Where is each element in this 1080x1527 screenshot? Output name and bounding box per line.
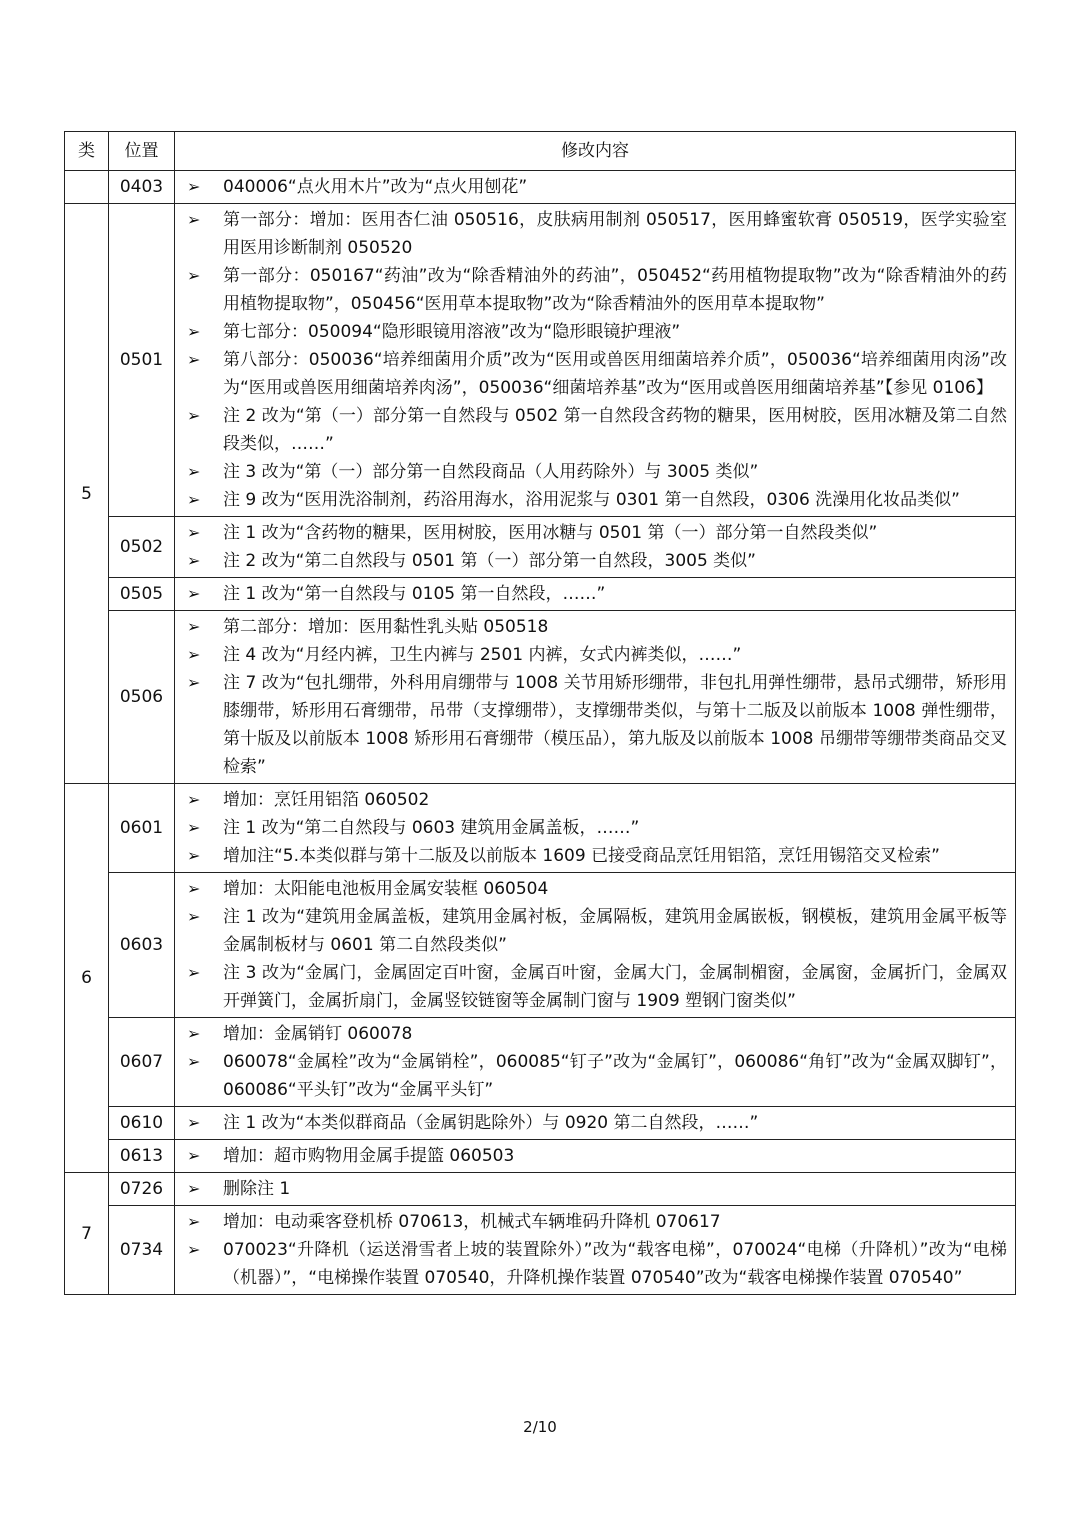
table-row [65,578,1016,611]
revision-table [64,131,1016,1295]
change-item: ➢ 删除注 1 [187,1175,1007,1203]
change-item: ➢ 注 1 改为“第一自然段与 0105 第一自然段，……” [187,580,1007,608]
change-item: ➢ 040006“点火用木片”改为“点火用刨花” [187,173,1007,201]
content-cell [175,784,1016,873]
change-item: ➢ 第一部分：增加：医用杏仁油 050516，皮肤病用制剂 050517，医用蜂蜜软膏 050519，医学实验室用医用诊断制剂 050520 [187,206,1007,262]
header-content: 修改内容 [175,132,1016,171]
content-cell [175,204,1016,517]
header-class: 类 [65,132,109,171]
change-item: ➢ 第一部分：050167“药油”改为“除香精油外的药油”，050452“药用植物提取物”改为“除香精油外的药用植物提取物”，050456“医用草本提取物”改为“除香精油外的医用草本提取物” [187,262,1007,318]
change-list [187,875,1007,1015]
change-item: ➢ 增加注“5.本类似群与第十二版及以前版本 1609 已接受商品烹饪用铝箔，烹饪用锡箔交叉检索” [187,842,1007,870]
table-row [65,1173,1016,1206]
change-item: ➢ 注 3 改为“金属门，金属固定百叶窗，金属百叶窗，金属大门，金属制楣窗，金属窗，金属折门，金属双开弹簧门，金属折扇门，金属竖铰链窗等金属制门窗与 1909 塑钢门窗类似” [187,959,1007,1015]
change-item: ➢ 第八部分：050036“培养细菌用介质”改为“医用或兽医用细菌培养介质”，050036“培养细菌用肉汤”改为“医用或兽医用细菌培养肉汤”，050036“细菌培养基”改为“医用或兽医用细菌培养基”【参见 0106】 [187,346,1007,402]
change-item: ➢ 060078“金属栓”改为“金属销栓”，060085“钉子”改为“金属钉”，060086“角钉”改为“金属双脚钉”，060086“平头钉”改为“金属平头钉” [187,1048,1007,1104]
change-list [187,580,1007,608]
content-cell [175,873,1016,1018]
content-cell [175,1140,1016,1173]
change-item: ➢ 注 9 改为“医用洗浴制剂，药浴用海水，浴用泥浆与 0301 第一自然段，0306 洗澡用化妆品类似” [187,486,1007,514]
table-row [65,1140,1016,1173]
change-item: ➢ 注 7 改为“包扎绷带，外科用肩绷带与 1008 关节用矫形绷带，非包扎用弹性绷带，悬吊式绷带，矫形用膝绷带，矫形用石膏绷带，吊带（支撑绷带），支撑绷带类似，与第十二版及以前版本 1008 弹性绷带，第十版及以前版本 1008 矫形用石膏绷带（模压品），第九版及以前版本 1008 吊绷带等绷带类商品交叉检索” [187,669,1007,781]
change-item: ➢ 增加：电动乘客登机桥 070613，机械式车辆堆码升降机 070617 [187,1208,1007,1236]
change-item: ➢ 注 1 改为“第二自然段与 0603 建筑用金属盖板，……” [187,814,1007,842]
position-cell: 0734 [109,1206,175,1295]
class-cell: 5 [65,204,109,784]
position-cell: 0403 [109,171,175,204]
class-cell [65,171,109,204]
position-cell: 0501 [109,204,175,517]
table-row [65,873,1016,1018]
change-item: ➢ 第二部分：增加：医用黏性乳头贴 050518 [187,613,1007,641]
content-cell [175,611,1016,784]
change-item: ➢ 增加：超市购物用金属手提篮 060503 [187,1142,1007,1170]
change-list [187,519,1007,575]
table-row [65,1018,1016,1107]
change-item: ➢ 注 3 改为“第（一）部分第一自然段商品（人用药除外）与 3005 类似” [187,458,1007,486]
class-cell: 7 [65,1173,109,1295]
content-cell [175,1206,1016,1295]
content-cell [175,1107,1016,1140]
change-item: ➢ 注 2 改为“第二自然段与 0501 第（一）部分第一自然段，3005 类似” [187,547,1007,575]
position-cell: 0601 [109,784,175,873]
position-cell: 0603 [109,873,175,1018]
content-cell [175,578,1016,611]
change-item: ➢ 注 2 改为“第（一）部分第一自然段与 0502 第一自然段含药物的糖果，医用树胶，医用冰糖及第二自然段类似，……” [187,402,1007,458]
change-item: ➢ 注 4 改为“月经内裤，卫生内裤与 2501 内裤，女式内裤类似，……” [187,641,1007,669]
table-row [65,784,1016,873]
change-list [187,1142,1007,1170]
change-item: ➢ 第七部分：050094“隐形眼镜用溶液”改为“隐形眼镜护理液” [187,318,1007,346]
content-cell [175,517,1016,578]
change-list [187,1208,1007,1292]
change-item: ➢ 注 1 改为“含药物的糖果，医用树胶，医用冰糖与 0501 第（一）部分第一自然段类似” [187,519,1007,547]
table-row [65,1107,1016,1140]
change-item: ➢ 070023“升降机（运送滑雪者上坡的装置除外）”改为“载客电梯”，070024“电梯（升降机）”改为“电梯（机器）”，“电梯操作装置 070540，升降机操作装置 070540”改为“载客电梯操作装置 070540” [187,1236,1007,1292]
change-item: ➢ 增加：金属销钉 060078 [187,1020,1007,1048]
position-cell: 0726 [109,1173,175,1206]
content-cell [175,1173,1016,1206]
position-cell: 0607 [109,1018,175,1107]
change-list [187,1020,1007,1104]
position-cell: 0506 [109,611,175,784]
content-cell [175,1018,1016,1107]
change-item: ➢ 注 1 改为“建筑用金属盖板，建筑用金属衬板，金属隔板，建筑用金属嵌板，钢模板，建筑用金属平板等金属制板材与 0601 第二自然段类似” [187,903,1007,959]
table-row [65,1206,1016,1295]
table-row [65,611,1016,784]
table-header-row [65,132,1016,171]
change-list [187,786,1007,870]
change-item: ➢ 增加：太阳能电池板用金属安装框 060504 [187,875,1007,903]
change-list [187,206,1007,514]
content-cell [175,171,1016,204]
table-row [65,171,1016,204]
change-item: ➢ 增加：烹饪用铝箔 060502 [187,786,1007,814]
header-position: 位置 [109,132,175,171]
change-list [187,173,1007,201]
change-list [187,613,1007,781]
table-row [65,204,1016,517]
change-item: ➢ 注 1 改为“本类似群商品（金属钥匙除外）与 0920 第二自然段，……” [187,1109,1007,1137]
position-cell: 0502 [109,517,175,578]
change-list [187,1175,1007,1203]
position-cell: 0610 [109,1107,175,1140]
table-row [65,517,1016,578]
class-cell: 6 [65,784,109,1173]
page-number: 2/10 [523,1418,557,1436]
change-list [187,1109,1007,1137]
position-cell: 0613 [109,1140,175,1173]
position-cell: 0505 [109,578,175,611]
